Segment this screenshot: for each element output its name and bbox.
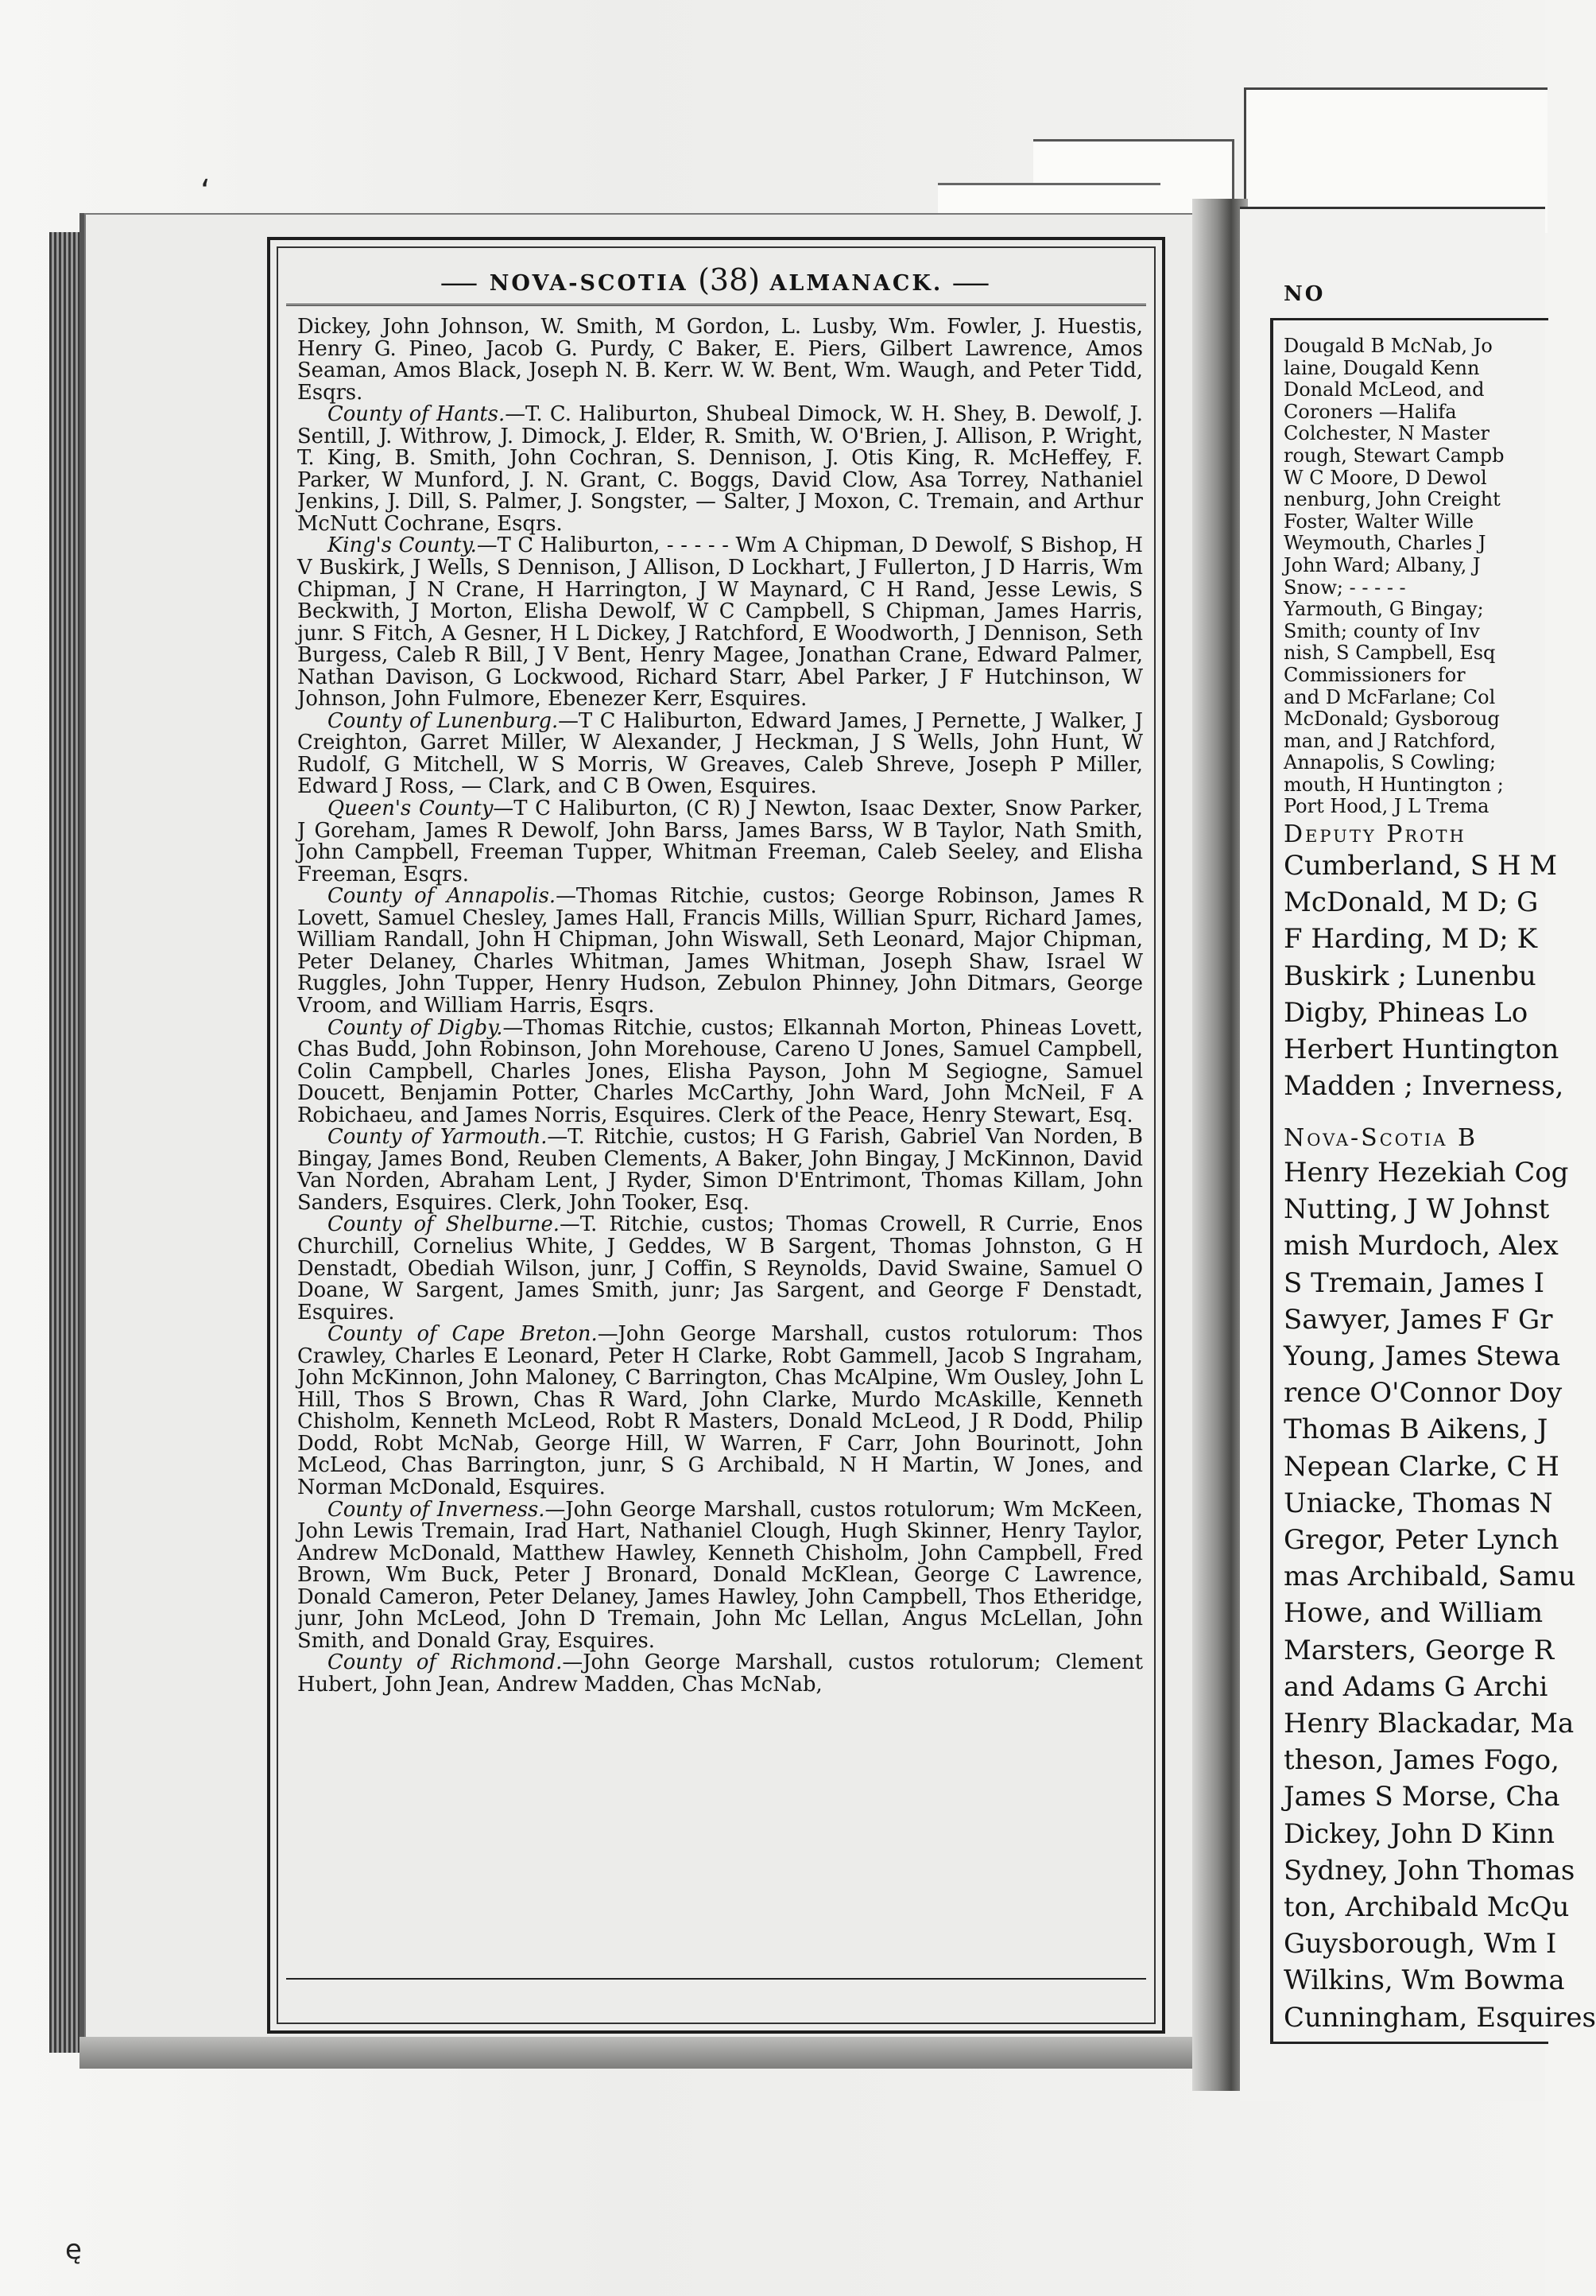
county-name: County of Cape Breton. (327, 1322, 598, 1347)
county-name: County of Annapolis. (327, 884, 556, 909)
county-text: —T. C. Haliburton, Shubeal Dimock, W. H. Shey, B. Dewolf, J. Sentill, J. Withrow, J. Dimock, J. Elder, R. Smith, W. O'Brien, J. Allison, P. Wright, T. King, B. Smith, John Cochran, S. Dennison, J. Otis King, R. McHeffey, F. Parker, W Munford, J. N. Grant, C. Boggs, David Clow, Asa Torrey, Nathaniel Jenkins, J. Dill, S. Palmer, J. Songster, — Salter, J Moxon, C. Tremain, and Arthur McNutt Cochrane, Esqrs. (297, 402, 1144, 536)
right-page-small-text (1284, 335, 1545, 818)
right-page-line: laine, Dougald Kenn (1284, 356, 1480, 379)
county-name: County of Richmond. (327, 1650, 563, 1675)
county-entry (297, 1214, 1143, 1324)
county-name: County of Hants. (327, 402, 506, 427)
right-page-line: Colchester, N Master (1284, 422, 1489, 445)
county-name: Queen's County (327, 797, 494, 821)
right-page-line: man, and J Ratchford, (1284, 729, 1497, 752)
county-entry (297, 886, 1143, 1017)
running-head-right-rule: ⸺ (952, 271, 992, 296)
right-page-line: Yarmouth, G Bingay; (1284, 598, 1484, 621)
county-entry (297, 1652, 1143, 1696)
right-page-line: Guysborough, Wm I (1284, 1928, 1557, 1961)
text-column (297, 316, 1143, 1696)
right-page-large-text (1284, 1154, 1596, 2036)
county-entry (297, 1324, 1143, 1499)
county-entry (297, 404, 1143, 535)
county-text: —John George Marshall, custos rotulorum; Wm McKeen, John Lewis Tremain, Irad Hart, Nathaniel Clough, Hugh Skinner, Henry Taylor, Andrew McDonald, Matthew Hawley, Kenneth Chisholm, John Campbell, Fred Brown, Wm Buck, Peter J Bronard, Donald McKlean, George C Lawrence, Donald Cameron, Peter Delaney, James Hawley, John Campbell, Thos Etheridge, junr, John McLeod, John D Tremain, John Mc Lellan, Angus McLellan, John Smith, and Donald Gray, Esquires. (297, 1497, 1143, 1653)
right-page-line: Annapolis, S Cowling; (1284, 751, 1496, 774)
county-entry (297, 1015, 1143, 1127)
scan-mark: ę (65, 2234, 82, 2266)
county-name: County of Yarmouth. (327, 1125, 548, 1150)
county-text: —John George Marshall, custos rotulorum; Clement Hubert, John Jean, Andrew Madden, Chas McNab, (297, 1650, 1143, 1697)
right-page-line: Madden ; Inverness, (1284, 1070, 1564, 1103)
right-page-line: and Adams G Archi (1284, 1670, 1548, 1703)
running-head (270, 262, 1162, 297)
left-page-edge (79, 2037, 1208, 2069)
right-page-line: rough, Stewart Campb (1284, 444, 1505, 467)
right-page-line: Snow; - - - - - (1284, 576, 1406, 599)
right-page-line: Dickey, John D Kinn (1284, 1817, 1555, 1850)
right-page-line: Henry Blackadar, Ma (1284, 1708, 1575, 1740)
county-text: —T C Haliburton, (C R) J Newton, Isaac Dexter, Snow Parker, J Goreham, James R Dewolf, John Barss, James Barss, W B Taylor, Nath Smith, John Campbell, Freeman Tupper, Whitman Freeman, Caleb Seeley, and Elisha Freeman, Esqrs. (297, 797, 1143, 886)
right-page-line: Port Hood, J L Trema (1284, 795, 1489, 818)
bottom-rule (286, 1978, 1146, 1980)
right-page-line: Thomas B Aikens, J (1284, 1414, 1548, 1446)
county-entry (297, 798, 1143, 886)
right-page-line: Uniacke, Thomas N (1284, 1487, 1553, 1519)
county-text: —T. Ritchie, custos; Thomas Crowell, R Currie, Enos Churchill, Cornelius White, J Geddes, W B Sargent, Thomas Johnston, G H Denstadt, Obediah Wilson, junr, J Coffin, S Reynolds, David Swaine, Samuel O Doane, W Sargent, James Smith, junr; Jas Sargent, and George F Denstadt, Esquires. (297, 1212, 1143, 1324)
right-page-line: Gregor, Peter Lynch (1284, 1524, 1559, 1557)
right-page-line: Nepean Clarke, C H (1284, 1450, 1559, 1483)
right-page-line: and D McFarlane; Col (1284, 685, 1496, 708)
page-number: (38) (698, 262, 761, 297)
right-page-heading: Deputy Proth (1284, 820, 1466, 848)
right-page-line: ton, Archibald McQu (1284, 1891, 1570, 1924)
right-page-line: Donald McLeod, and (1284, 378, 1485, 401)
book-page-edges (49, 232, 81, 2053)
right-page-line: mish Murdoch, Alex (1284, 1230, 1559, 1262)
running-head-title: NOVA-SCOTIA (489, 271, 688, 296)
right-page-line: nenburg, John Creight (1284, 488, 1501, 511)
county-text: —T. Ritchie, custos; H G Farish, Gabriel Van Norden, B Bingay, James Bond, Reuben Clements, A Baker, John Bingay, J McKinnon, David Van Norden, Abraham Lent, J Ryder, Simon D'Entrimont, Thomas Killam, John Sanders, Esquires. Clerk, John Tooker, Esq. (297, 1125, 1143, 1215)
right-page-line: Henry Hezekiah Cog (1284, 1157, 1569, 1189)
right-page-line: mouth, H Huntington ; (1284, 773, 1504, 796)
right-page-line: Digby, Phineas Lo (1284, 996, 1528, 1029)
county-name: County of Inverness. (327, 1497, 545, 1522)
county-name: King's County. (327, 533, 477, 558)
right-page-line: McDonald, M D; G (1284, 886, 1539, 919)
right-page-line: John Ward; Albany, J (1284, 553, 1481, 576)
right-page-line: nish, S Campbell, Esq (1284, 642, 1496, 665)
right-page-line: mas Archibald, Samu (1284, 1561, 1576, 1593)
right-page-large-text (1284, 847, 1564, 1104)
county-entry (297, 535, 1143, 710)
right-page-line: Herbert Huntington (1284, 1034, 1559, 1066)
right-page-line: Howe, and William (1284, 1597, 1544, 1630)
running-head-almanack: ALMANACK. (769, 271, 943, 296)
right-page-line: Sawyer, James F Gr (1284, 1303, 1553, 1336)
right-page-line: Buskirk ; Lunenbu (1284, 960, 1536, 992)
county-name: County of Shelburne. (327, 1212, 560, 1237)
right-page-line: Dougald B McNab, Jo (1284, 335, 1493, 357)
right-page-line: McDonald; Gysboroug (1284, 708, 1500, 731)
right-page-line: Sydney, John Thomas (1284, 1854, 1575, 1887)
county-name: County of Lunenburg. (327, 708, 559, 733)
right-page-line: Young, James Stewa (1284, 1340, 1561, 1373)
right-page-line: S Tremain, James I (1284, 1266, 1544, 1299)
right-page-line: W C Moore, D Dewol (1284, 466, 1487, 489)
county-entry (297, 1499, 1143, 1653)
right-page-line: rence O'Connor Doy (1284, 1377, 1563, 1410)
right-page-line: theson, James Fogo, (1284, 1744, 1559, 1777)
right-page-line: F Harding, M D; K (1284, 923, 1538, 956)
county-entry (297, 1127, 1143, 1214)
right-page-line: James S Morse, Cha (1284, 1781, 1560, 1813)
county-text: —T C Haliburton, - - - - - Wm A Chipman, D Dewolf, S Bishop, H V Buskirk, J Wells, S Dennison, J Allison, D Lockhart, J Fullerton, J D Harris, Wm Chipman, J N Crane, H Harrington, J W Maynard, C H Rand, Jesse Lewis, S Beckwith, J Morton, Elisha Dewolf, W C Campbell, S Chipman, James Harris, junr. S Fitch, A Gesner, H L Dickey, J Ratchford, E Woodworth, J Dennison, Seth Burgess, Caleb R Bill, J V Bent, Henry Magee, Jonathan Crane, Edward Palmer, Nathan Davison, G Lockwood, Richard Starr, Abel Parker, J F Hutchinson, W Johnson, John Fulmore, Ebenezer Kerr, Esquires. (297, 533, 1143, 712)
head-rule (286, 304, 1146, 306)
running-head-left-rule: ⸺ (440, 271, 490, 296)
scan-mark: ‘ (200, 173, 211, 210)
right-running-head: NO (1284, 282, 1326, 306)
opening-paragraph: Dickey, John Johnson, W. Smith, M Gordon, L. Lusby, Wm. Fowler, J. Huestis, Henry G. Pineo, Jacob G. Purdy, C Baker, E. Piers, Gilbert Lawrence, Amos Seaman, Amos Black, Joseph N. B. Kerr. W. W. Bent, Wm. Waugh, and Peter Tidd, Esqrs. (297, 315, 1143, 405)
right-page-line: Cunningham, Esquires (1284, 2001, 1596, 2034)
right-page-line: Nutting, J W Johnst (1284, 1193, 1550, 1226)
right-page-line: Smith; county of Inv (1284, 619, 1480, 642)
right-page-line: Commissioners for (1284, 663, 1466, 686)
right-page-line: Wilkins, Wm Bowma (1284, 1964, 1565, 1997)
county-name: County of Digby. (327, 1015, 503, 1040)
page-text-frame (267, 237, 1165, 2034)
right-page-line: Coroners —Halifa (1284, 400, 1457, 423)
county-text: —Thomas Ritchie, custos; Elkannah Morton, Phineas Lovett, Chas Budd, John Robinson, John Morehouse, Careno U Jones, Samuel Campbell, Colin Campbell, Charles Jones, Elisha Payson, John M Segiogne, Samuel Doucett, Benjamin Potter, Charles McCarthy, John Ward, John McNeil, F A Robichaeu, and James Norris, Esquires. Clerk of the Peace, Henry Stewart, Esq. (297, 1015, 1143, 1127)
county-text: —Thomas Ritchie, custos; George Robinson, James R Lovett, Samuel Chesley, James Hall, Francis Mills, Willian Spurr, Richard James, William Randall, John H Chipman, John Wiswall, Seth Leonard, Major Chipman, Peter Delaney, Charles Whitman, James Whitman, Joseph Shaw, Israel W Ruggles, John Tupper, Henry Hudson, Zebulon Phinney, John Ditmars, George Vroom, and William Harris, Esqrs. (297, 884, 1143, 1018)
right-page-heading: Nova-Scotia B (1284, 1124, 1478, 1152)
right-page-line: Marsters, George R (1284, 1634, 1555, 1666)
county-text: —T C Haliburton, Edward James, J Pernette, J Walker, J Creighton, Garret Miller, W Alexander, J Heckman, J S Wells, John Hunt, W Rudolf, G Mitchell, W S Morris, W Greaves, Caleb Shreve, Joseph P Miller, Edward J Ross, — Clark, and C B Owen, Esquires. (297, 708, 1143, 799)
right-page-line: Foster, Walter Wille (1284, 510, 1474, 533)
right-page-line: Weymouth, Charles J (1284, 532, 1486, 555)
right-page-line: Cumberland, S H M (1284, 850, 1558, 882)
county-entry (297, 708, 1143, 799)
county-text: —John George Marshall, custos rotulorum: Thos Crawley, Charles E Leonard, Peter H Clarke, Robt Gammell, Jacob S Ingraham, John McKinnon, John Maloney, C Barrington, Chas McAlpine, Wm Ousley, John L Hill, Thos S Brown, Chas R Ward, John Clarke, Murdo McAskille, Kenneth Chisholm, Kenneth McLeod, Robt R Masters, Donald McLeod, J R Dodd, Philip Dodd, Robt McNab, George Hill, W Warren, F Carr, John Bourinott, John McLeod, Chas Barrington, junr, S G Archibald, N H Martin, W Jones, and Norman McDonald, Esquires. (297, 1322, 1143, 1499)
